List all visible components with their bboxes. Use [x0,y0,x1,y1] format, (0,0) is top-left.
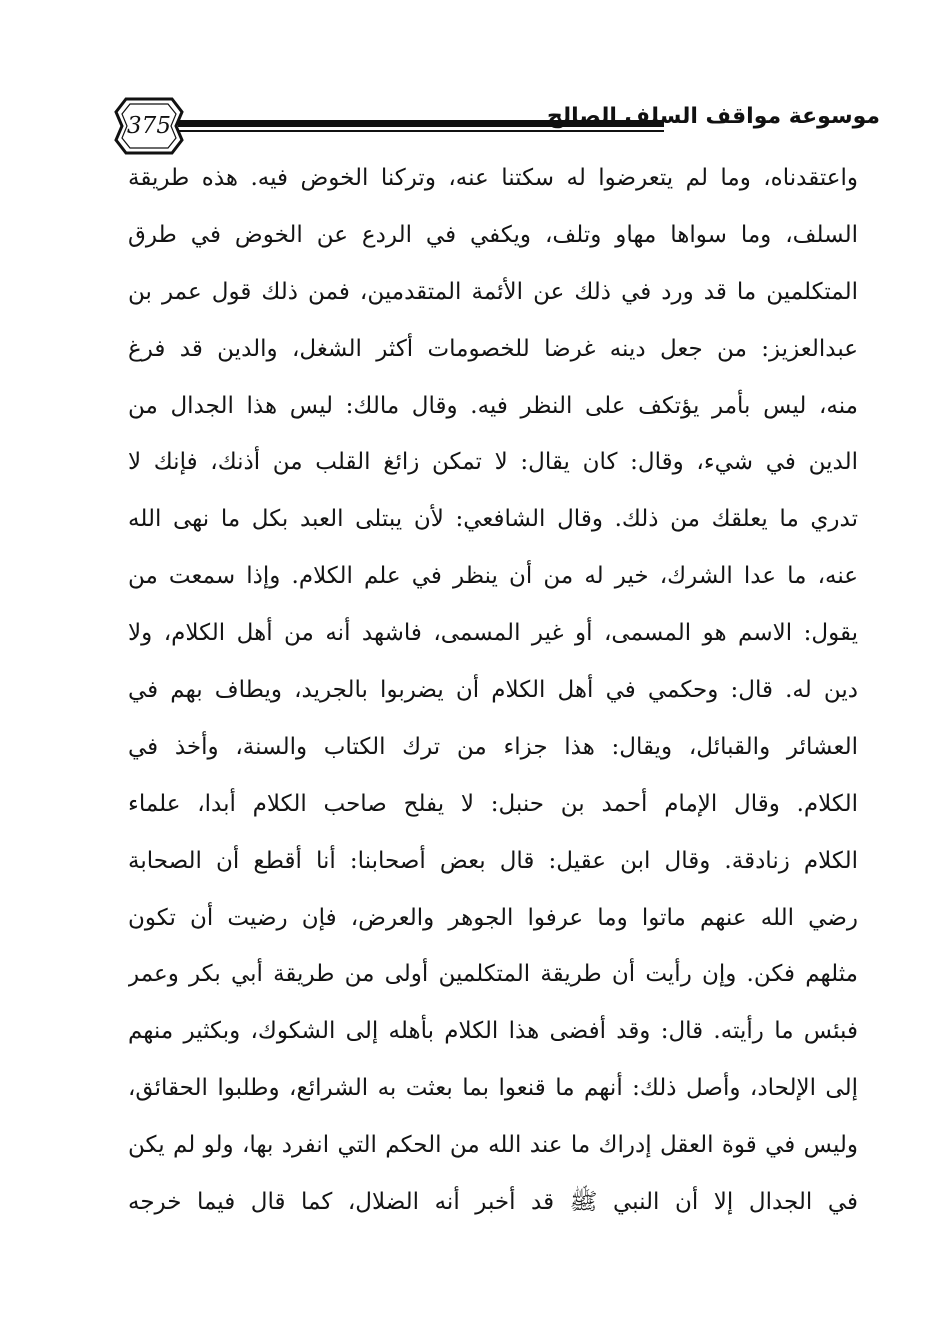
text-line: العشائر والقبائل، ويقال: هذا جزاء من ترك الكتاب والسنة، وأخذ في [128,733,858,760]
text-line: السلف، وما سواها مهاو وتلف، ويكفي في الردع عن الخوض في طرق [128,221,858,248]
page-number: 375 [127,113,171,139]
text-line: واعتقدناه، وما لم يتعرضوا له سكتنا عنه، وتركنا الخوض فيه. هذه طريقة [128,165,858,191]
text-line: وليس في قوة العقل إدراك ما عند الله من الحكم التي انفرد بها، ولو لم يكن [128,1132,858,1159]
text-line: الكلام زنادقة. وقال ابن عقيل: قال بعض أصحابنا: أنا أقطع أن الصحابة [128,847,858,874]
text-line: في الجدال إلا أن النبي ﷺ قد أخبر أنه الضلال، كما قال فيما خرجه [128,1189,858,1216]
text-line: إلى الإلحاد، وأصل ذلك: أنهم ما قنعوا بما بعثت به الشرائع، وطلبوا الحقائق، [128,1075,858,1102]
text-line: منه، ليس بأمر يؤتكف على النظر فيه. وقال مالك: ليس هذا الجدال من [128,392,858,419]
text-line: الكلام. وقال الإمام أحمد بن حنبل: لا يفلح صاحب الكلام أبدا، علماء [128,790,858,817]
page-number-badge [114,97,184,155]
text-line: مثلهم فكن. وإن رأيت أن طريقة المتكلمين أولى من طريقة أبي بكر وعمر [128,961,858,988]
text-line: يقول: الاسم هو المسمى، أو غير المسمى، فاشهد أنه من أهل الكلام، ولا [128,620,858,647]
text-line: الدين في شيء، وقال: كان يقال: لا تمكن زائغ القلب من أذنك، فإنك لا [128,449,858,476]
text-line: دين له. قال: وحكمي في أهل الكلام أن يضربوا بالجريد، ويطاف بهم في [128,677,858,704]
text-line: المتكلمين ما قد ورد في ذلك عن الأئمة المتقدمين، فمن ذلك قول عمر بن [128,278,858,305]
text-line: تدري ما يعلقك من ذلك. وقال الشافعي: لأن يبتلى العبد بكل ما نهى الله [128,506,858,533]
text-line: عبدالعزيز: من جعل دينه غرضا للخصومات أكثر الشغل، والدين قد فرغ [128,335,858,362]
book-title: موسوعة مواقف السلف الصالح [547,104,880,129]
text-line: عنه، ما عدا الشرك، خير له من أن ينظر في علم الكلام. وإذا سمعت من [128,563,858,590]
body-text [128,150,858,1231]
text-line: رضي الله عنهم ماتوا وما عرفوا الجوهر والعرض، فإن رضيت أن تكون [128,904,858,931]
text-line: فبئس ما رأيته. قال: وقد أفضى هذا الكلام بأهله إلى الشكوك، وبكثير منهم [128,1018,858,1045]
